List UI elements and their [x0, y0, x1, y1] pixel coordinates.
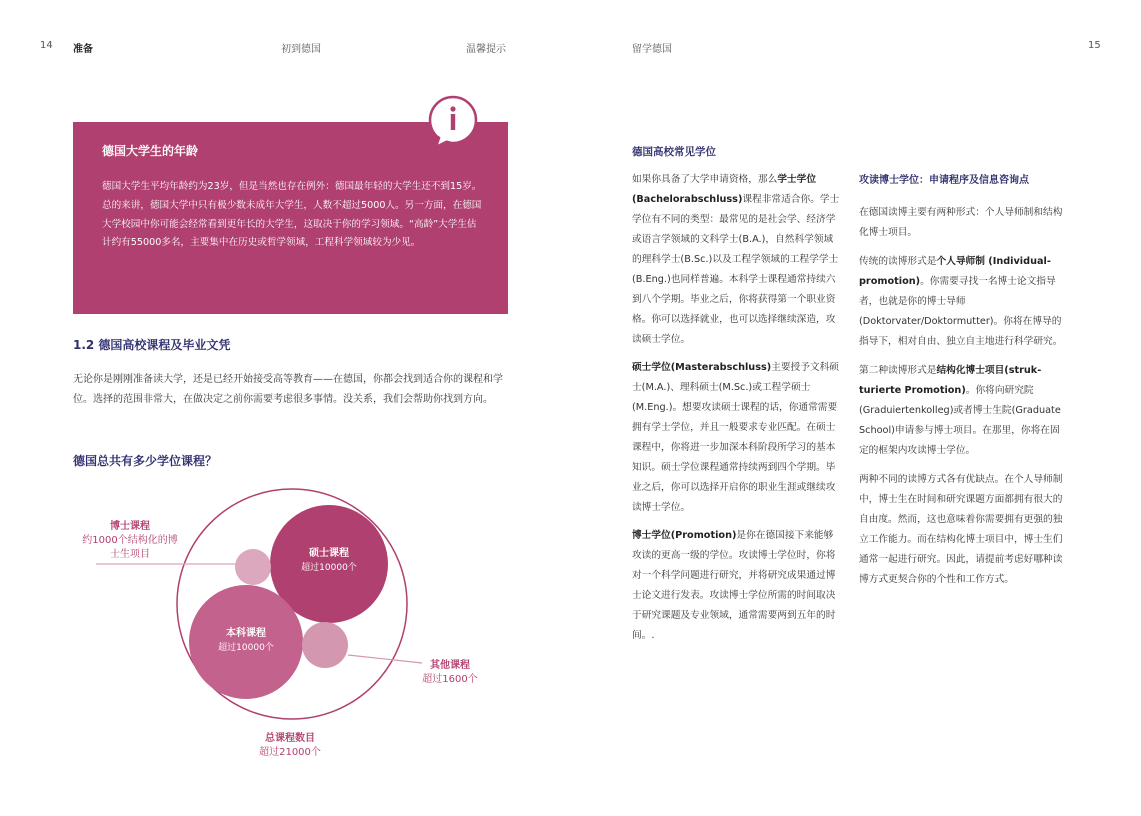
left-page-number: 14: [40, 40, 53, 51]
info-box: [73, 122, 508, 314]
master-label: [219, 547, 439, 575]
doctor-label-line1: 约1000个结构化的博: [82, 535, 178, 546]
bubble-chart: [60, 470, 500, 730]
phd-title: 攻读博士学位：申请程序及信息咨询点: [859, 175, 1029, 186]
bachelor-paragraph: [632, 170, 842, 350]
total-label-title: 总课程数目: [265, 733, 315, 744]
other-label-title: 其他课程: [430, 660, 470, 671]
bachelor-label: [136, 627, 356, 655]
promotion-text: 是你在德国接下来能够攻读的更高一级的学位。攻读博士学位时，你将对一个科学问题进行研究，并将研究成果通过博士论文进行发表。攻读博士学位所需的时间取决于研究课题及专业领域，通常需要两到五年的时间。.: [632, 530, 836, 641]
phd-p3-text: 。你将向研究院(Graduiertenkolleg)或者博士生院(Graduate School)申请参与博士项目。在那里，你将在固定的框架内攻读博士学位。: [859, 385, 1061, 456]
header-tab-study[interactable]: 留学德国: [632, 44, 672, 55]
info-icon: [426, 95, 481, 150]
master-paragraph: [632, 358, 842, 518]
phd-p2-text: 。你需要寻找一名博士论文指导者，也就是你的博士导师(Doktorvater/Doktormutter)。你将在博导的指导下，相对自由、独立自主地进行科学研究。: [859, 276, 1063, 347]
header-tab-tips[interactable]: 温馨提示: [466, 44, 506, 55]
bachelor-term: 学士学位(Bachelorabschluss): [632, 174, 817, 205]
phd-p2-term: 个人导师制 (Individual-promotion): [859, 256, 1051, 287]
bachelor-pre: 如果你具备了大学申请资格，那么: [632, 174, 778, 185]
info-box-text: 德国大学生平均年龄约为23岁，但是当然也存在例外：德国最年轻的大学生还不到15岁。总的来讲，德国大学中只有极少数未成年大学生，人数不超过5000人。另一方面，在德国大学校园中你可能会经常看到更年长的大学生，这取决于你的学习领域。“高龄”大学生估计约有55000多名，主要集中在历史或哲学领域，工程科学领域较为少见。: [102, 181, 482, 249]
phd-p3-term: 结构化博士项目(struk-turierte Promotion): [859, 365, 1042, 396]
phd-column: [859, 203, 1069, 599]
chart-title: 德国总共有多少学位课程？: [73, 454, 218, 468]
section-text: 无论你是刚刚准备读大学，还是已经开始接受高等教育——在德国，你都会找到适合你的课程和学位。选择的范围非常大，在做决定之前你需要考虑很多事情。没关系，我们会帮助你找到方向。: [73, 374, 503, 405]
degrees-column: [632, 170, 842, 654]
section-title: 1.2 德国高校课程及毕业文凭: [73, 338, 231, 352]
right-page-number: 15: [1088, 40, 1101, 51]
master-label-value: 超过10000个: [301, 563, 357, 573]
degrees-title: 德国高校常见学位: [632, 146, 716, 158]
phd-paragraph-3: [859, 361, 1069, 461]
header-tab-prepare[interactable]: 准备: [73, 44, 93, 55]
phd-paragraph-4: 两种不同的读博方式各有优缺点。在个人导师制中，博士生在时间和研究课题方面都拥有很大的自由度。然而，这也意味着你需要拥有更强的独立工作能力。而在结构化博士项目中，博士生们通常一起进行研究。因此，请提前考虑好哪种读博方式更契合你的个性和工作方式。: [859, 474, 1063, 585]
master-term: 硕士学位(Masterabschluss): [632, 362, 772, 373]
phd-paragraph-2: [859, 252, 1069, 352]
bachelor-label-value: 超过10000个: [218, 643, 274, 653]
phd-paragraph-1: 在德国读博主要有两种形式：个人导师制和结构化博士项目。: [859, 207, 1063, 238]
total-label-value: 超过21000个: [259, 747, 321, 758]
header-tab-arrival[interactable]: 初到德国: [281, 44, 321, 55]
info-box-title: 德国大学生的年龄: [102, 144, 199, 158]
doctor-label-title: 博士课程: [110, 521, 150, 532]
promotion-paragraph: [632, 526, 842, 646]
promotion-term: 博士学位(Promotion): [632, 530, 737, 541]
doctor-label: [50, 520, 210, 562]
doctor-label-line2: 士生项目: [110, 549, 150, 560]
phd-p3-pre: 第二种读博形式是: [859, 365, 937, 376]
master-text: 主要授予文科硕士(M.A.)、理科硕士(M.Sc.)或工程学硕士(M.Eng.)。想要攻读硕士课程的话，你通常需要拥有学士学位，并且一般要求专业匹配。在硕士课程中，你将进一步加深本科阶段所学习的基本知识。硕士学位课程通常持续两到四个学期。毕业之后，你可以选择开启你的职业生涯或继续攻读博士学位。: [632, 362, 839, 513]
total-label: [200, 732, 380, 760]
master-label-title: 硕士课程: [309, 548, 349, 559]
phd-p2-pre: 传统的读博形式是: [859, 256, 937, 267]
bachelor-label-title: 本科课程: [226, 628, 266, 639]
bachelor-text: 课程非常适合你。学士学位有不同的类型：最常见的是社会学、经济学或语言学领域的文科学士(B.A.)，自然科学领域的理科学士(B.Sc.)以及工程学领域的工程学学士(B.Eng.)也同样普遍。本科学士课程通常持续六到八个学期。毕业之后，你将获得第一个职业资格。你可以选择就业，也可以选择继续深造，攻读硕士学位。: [632, 194, 840, 345]
other-label: [390, 659, 510, 687]
other-label-value: 超过1600个: [422, 674, 478, 685]
